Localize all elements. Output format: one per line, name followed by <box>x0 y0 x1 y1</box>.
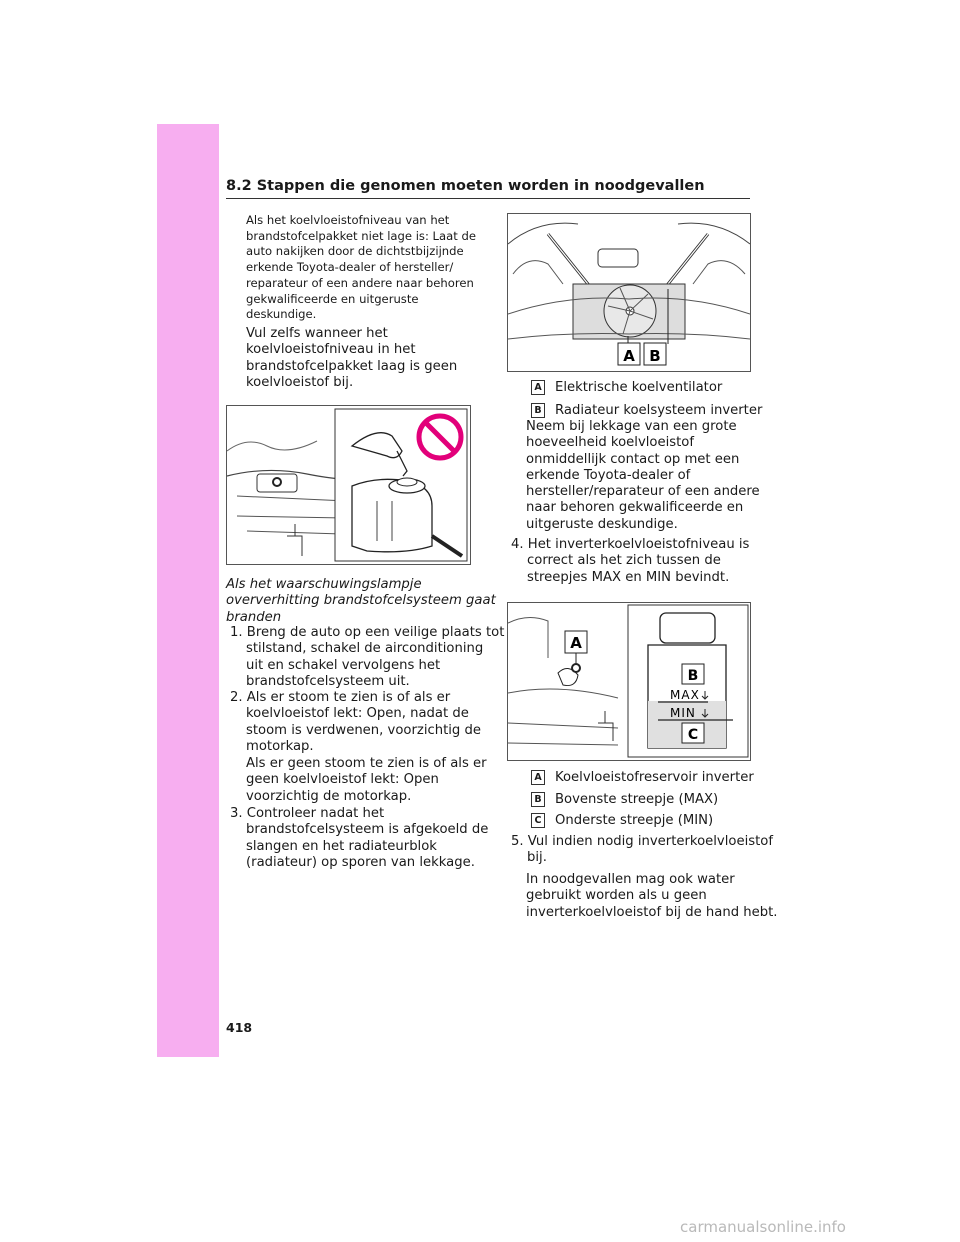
fig2-label-a: A <box>570 634 582 652</box>
figure-no-refill <box>226 405 471 565</box>
mark-max: MAX <box>670 688 700 702</box>
step-2-note: Als er geen stoom te zien is of als er geen koelvloeistof lekt: Open voorzichtig de motorkap. <box>246 756 487 804</box>
fig1-legend-a: A Elektrische koelventilator <box>531 380 722 396</box>
step-1: 1. Breng de auto op een veilige plaats tot stilstand, schakel de airconditioning uit en schakel vervolgens het brandstofcelsysteem uit. <box>230 625 505 689</box>
note-normal: Vul zelfs wanneer het koelvloeistofniveau in het brandstofcelpakket laag is geen koelvloeistof bij. <box>246 326 458 390</box>
fig1-legend-b: B Radiateur koelsysteem inverter <box>531 403 762 419</box>
mark-min: MIN <box>670 706 696 720</box>
step-2: 2. Als er stoom te zien is of als er koelvloeistof lekt: Open, nadat de stoom is verdwenen, voorzichtig de motorkap. <box>230 690 481 754</box>
step-5: 5. Vul indien nodig inverterkoelvloeistof bij. <box>511 834 774 866</box>
figure-engine-bay <box>507 213 751 372</box>
fig2-label-b: B <box>687 668 699 684</box>
legend-key: C <box>531 813 545 828</box>
fig2-legend-c: C Onderste streepje (MIN) <box>531 813 713 829</box>
leak-note: Neem bij lekkage van een grote hoeveelheid koelvloeistof onmiddellijk contact op met een erkende Toyota-dealer of hersteller/reparateur of een andere naar behoren gekwalificeerde en uitgeruste deskundige. <box>526 419 760 532</box>
watermark: carmanualsonline.info <box>680 1218 846 1236</box>
side-tab <box>157 124 219 1057</box>
legend-key: A <box>531 380 545 395</box>
step-5-note: In noodgevallen mag ook water gebruikt worden als u geen inverterkoelvloeistof bij de hand hebt. <box>526 872 778 920</box>
step-3: 3. Controleer nadat het brandstofcelsysteem is afgekoeld de slangen en het radiateurblok (radiateur) op sporen van lekkage. <box>230 806 489 870</box>
page-number: 418 <box>226 1020 253 1035</box>
overheat-heading: Als het waarschuwingslampje oververhitting brandstofcelsysteem gaat branden <box>226 577 496 625</box>
fig1-label-b: B <box>649 347 661 365</box>
fig2-legend-b: B Bovenste streepje (MAX) <box>531 792 718 808</box>
legend-key: A <box>531 770 545 785</box>
legend-key: B <box>531 403 545 418</box>
note-small: Als het koelvloeistofniveau van het brandstofcelpakket niet lage is: Laat de auto nakijken door de dichtstbijzijnde erkende Toyota-dealer of hersteller/ reparateur of een andere naar behoren gekwalificeerde en uitgeruste deskundige. <box>246 213 476 322</box>
fig2-label-c: C <box>687 727 699 743</box>
fig1-label-a: A <box>623 347 635 365</box>
section-header: 8.2 Stappen die genomen moeten worden in noodgevallen <box>226 178 750 199</box>
legend-key: B <box>531 792 545 807</box>
figure-reservoir <box>507 602 751 761</box>
fig2-legend-a: A Koelvloeistofreservoir inverter <box>531 770 754 786</box>
step-4: 4. Het inverterkoelvloeistofniveau is correct als het zich tussen de streepjes MAX en MIN bevindt. <box>511 537 750 585</box>
